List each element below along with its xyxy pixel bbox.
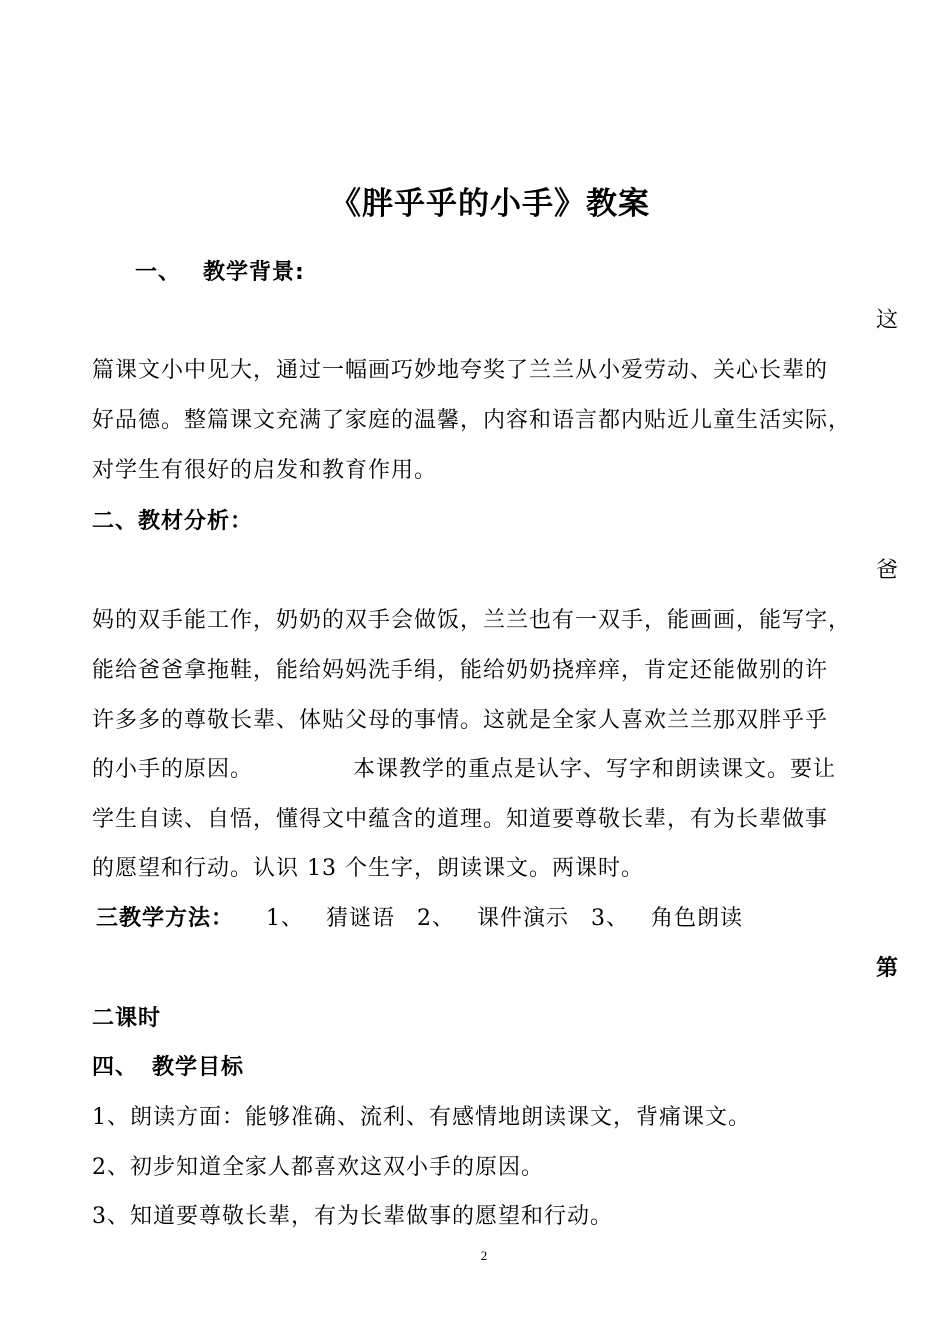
paragraph-line [92,755,836,785]
method-name: 角色朗读 [651,906,744,931]
section-title: 教学背景: [203,260,305,285]
section-heading-materials: 二、教材分析： [92,509,254,534]
paragraph-line: 妈的双手能工作，奶奶的双手会做饭，兰兰也有一双手，能画画，能写字， [92,608,852,633]
paragraph-line: 爸 [875,558,899,583]
paragraph-line: 这 [875,308,899,333]
paragraph-line: 许多多的尊敬长辈、体贴父母的事情。这就是全家人喜欢兰兰那双胖乎乎 [92,708,829,733]
section-heading-goals [92,1053,244,1083]
section-title: 三教学方法： [96,906,235,931]
paragraph-line: 学生自读、自悟，懂得文中蕴含的道理。知道要尊敬长辈，有为长辈做事 [92,807,829,832]
page-number: 2 [480,1248,488,1263]
method-number: 2、 [417,906,456,931]
paragraph-line: 对学生有很好的启发和教育作用。 [92,458,438,483]
period-label-start: 第 [875,956,899,981]
paragraph-line: 好品德。整篇课文充满了家庭的温馨，内容和语言都内贴近儿童生活实际， [92,408,852,433]
paragraph-line: 篇课文小中见大，通过一幅画巧妙地夸奖了兰兰从小爱劳动、关心长辈的 [92,358,829,383]
section-title: 教学目标 [152,1055,245,1080]
section-teaching-methods [96,904,743,934]
page-title: 《胖乎乎的小手》教案 [330,186,650,222]
goal-item: 3、知道要尊敬长辈，有为长辈做事的愿望和行动。 [92,1204,613,1229]
section-number: 一、 [135,260,182,285]
paragraph-line: 能给爸爸拿拖鞋，能给妈妈洗手绢，能给奶奶挠痒痒，肯定还能做别的许 [92,658,829,683]
goal-item: 2、初步知道全家人都喜欢这双小手的原因。 [92,1155,544,1180]
method-number: 1、 [266,906,305,931]
paragraph-line: 的愿望和行动。认识 13 个生字，朗读课文。两课时。 [92,856,644,881]
section-number: 四、 [92,1055,139,1080]
goal-item: 1、朗读方面：能够准确、流利、有感情地朗读课文，背痛课文。 [92,1105,751,1130]
period-label: 二课时 [92,1006,162,1031]
paragraph-text: 本课教学的重点是认字、写字和朗读课文。要让 [353,757,837,782]
method-name: 课件演示 [477,906,570,931]
section-heading-background [135,258,305,288]
paragraph-text: 的小手的原因。 [92,757,254,782]
method-number: 3、 [591,906,630,931]
method-name: 猜谜语 [326,906,396,931]
